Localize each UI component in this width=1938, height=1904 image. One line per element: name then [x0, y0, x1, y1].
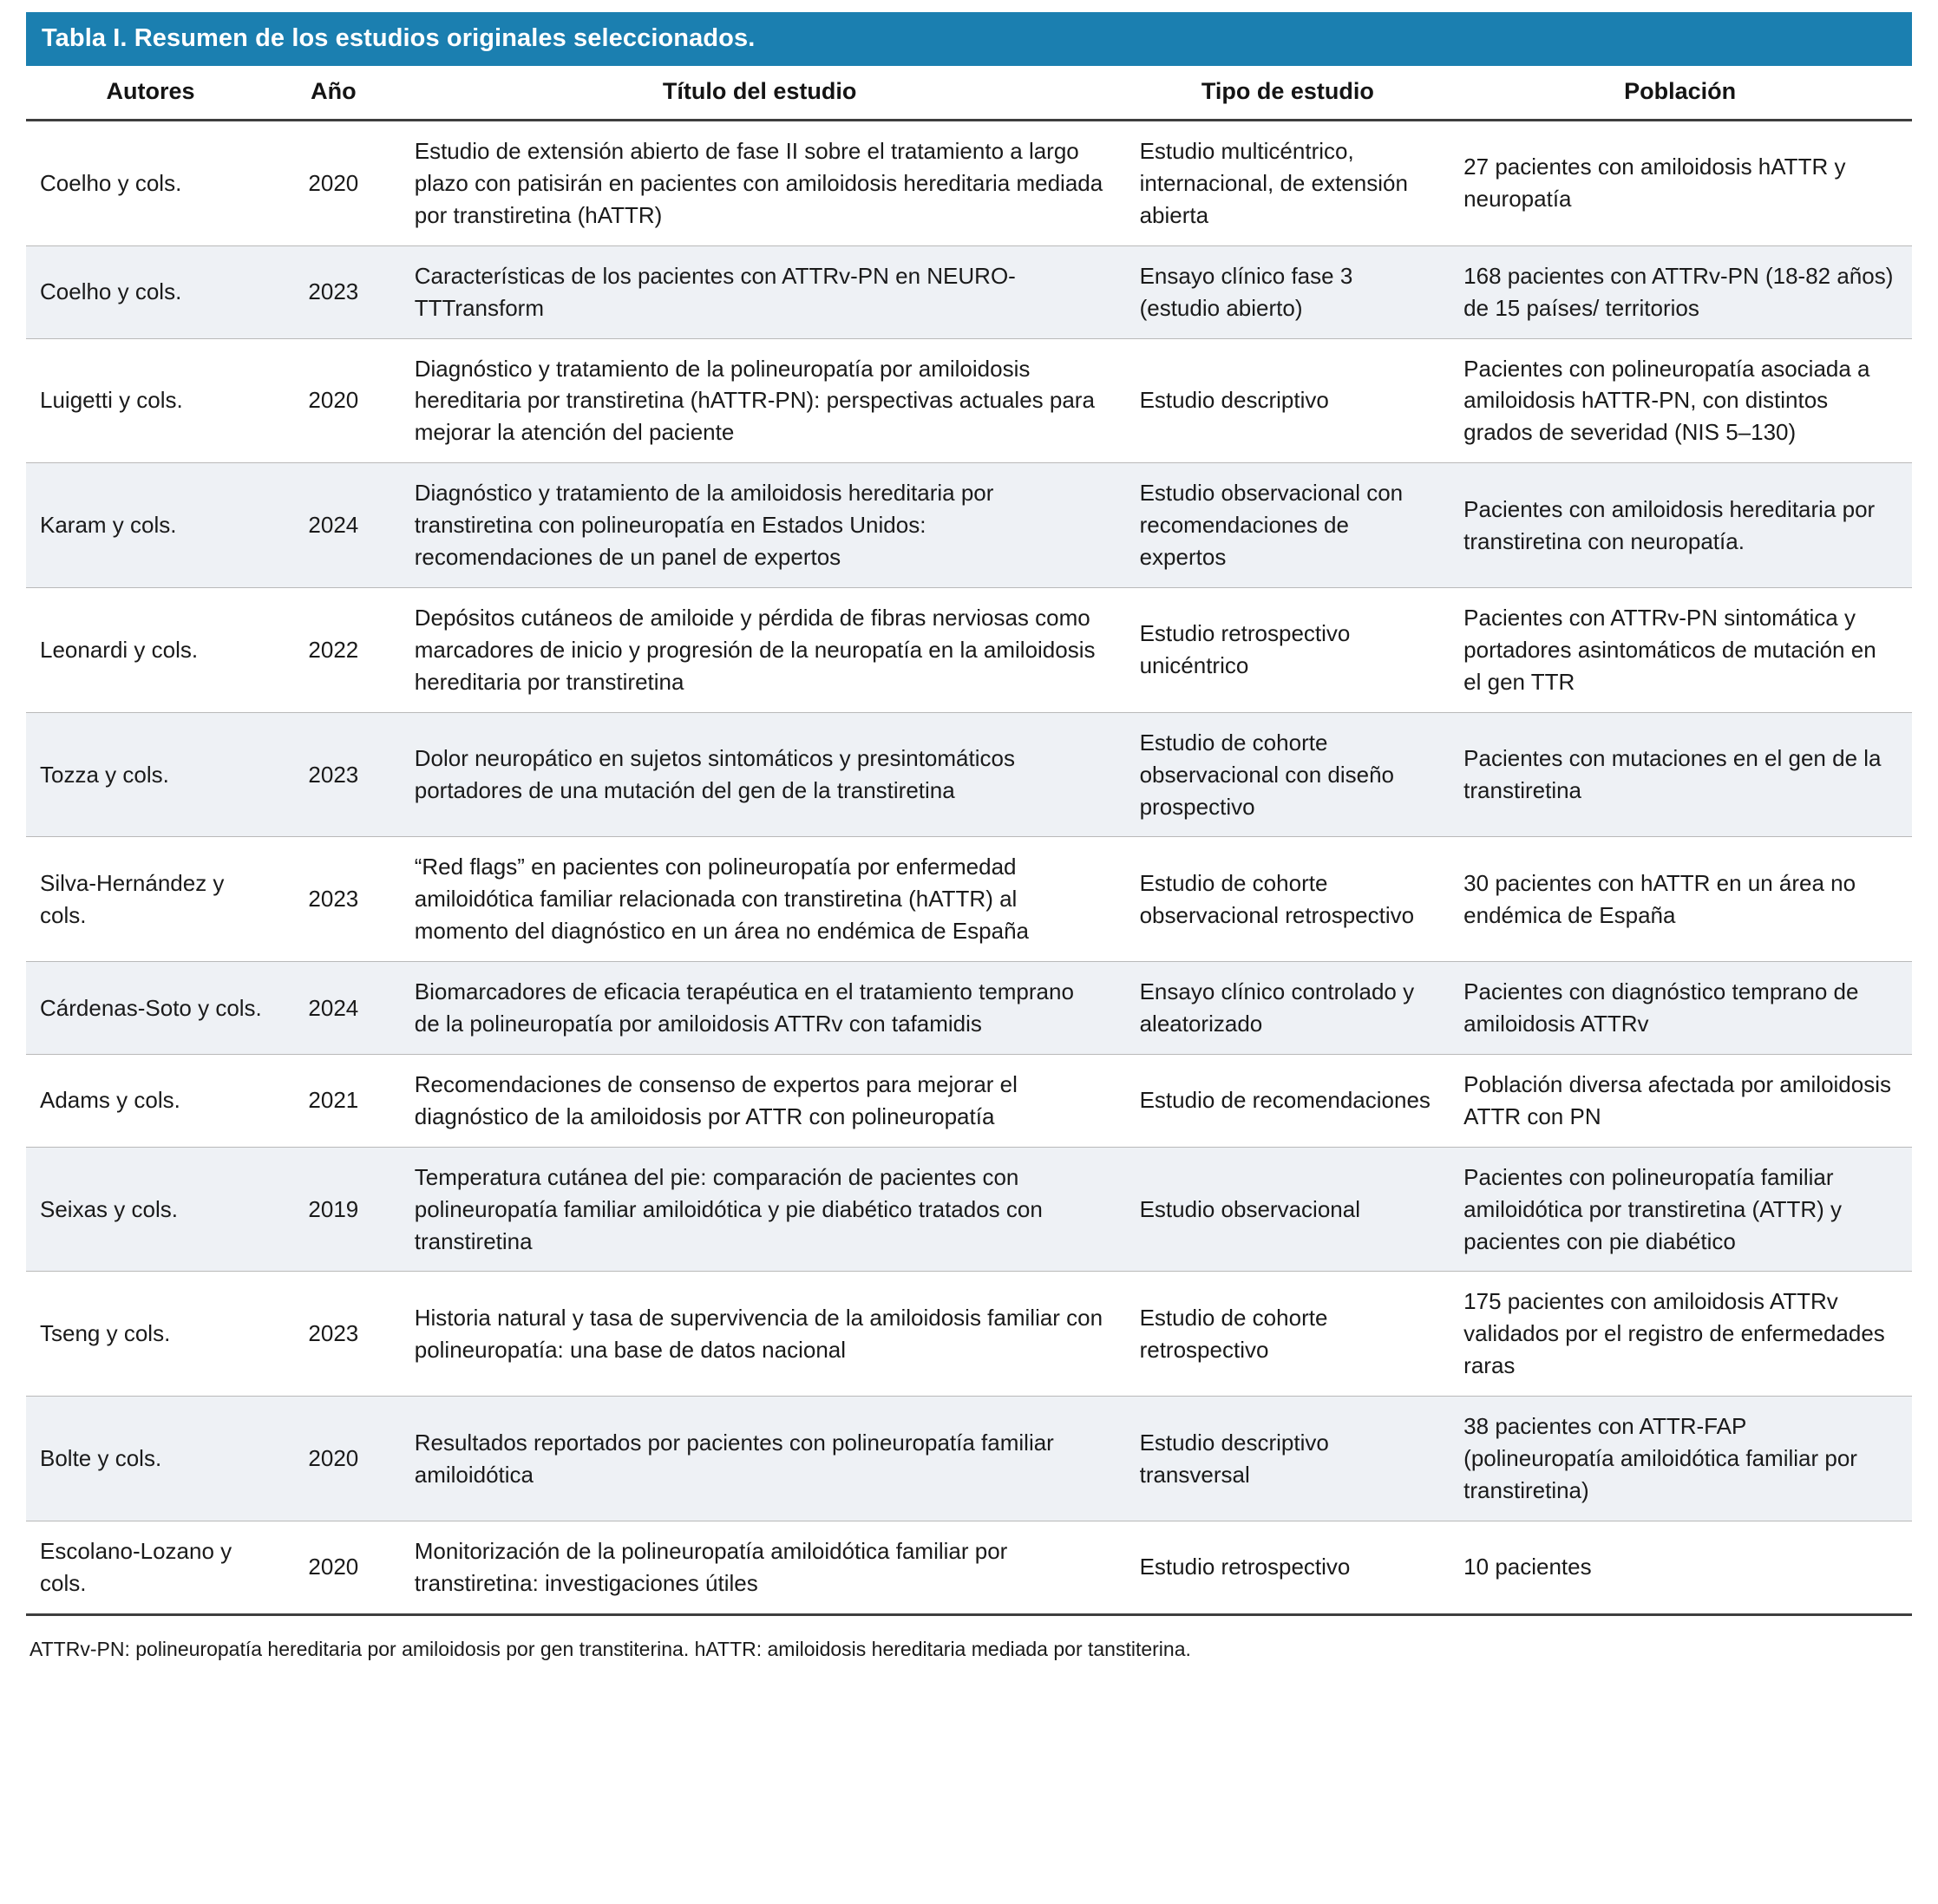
table-row — [26, 962, 1912, 1055]
cell-autores: Adams y cols. — [26, 1054, 275, 1147]
cell-autores: Coelho y cols. — [26, 245, 275, 338]
cell-poblacion: Pacientes con mutaciones en el gen de la transtiretina — [1448, 712, 1912, 837]
cell-tipo: Estudio descriptivo — [1128, 338, 1449, 463]
table-footnote: ATTRv-PN: polineuropatía hereditaria por amiloidosis por gen transtiterina. hATTR: amiloidosis hereditaria mediada por tanstiterina. — [29, 1637, 1191, 1660]
table-row — [26, 463, 1912, 588]
cell-titulo: Diagnóstico y tratamiento de la polineuropatía por amiloidosis hereditaria por transtiretina (hATTR-PN): perspectivas actuales para mejorar la atención del paciente — [392, 338, 1128, 463]
cell-anio: 2024 — [275, 463, 392, 588]
cell-autores: Seixas y cols. — [26, 1147, 275, 1272]
cell-anio: 2020 — [275, 1521, 392, 1614]
cell-titulo: Resultados reportados por pacientes con polineuropatía familiar amiloidótica — [392, 1397, 1128, 1521]
cell-anio: 2023 — [275, 245, 392, 338]
column-header-autores: Autores — [26, 66, 275, 121]
table-row — [26, 1054, 1912, 1147]
studies-table — [26, 66, 1912, 1616]
cell-tipo: Estudio multicéntrico, internacional, de extensión abierta — [1128, 121, 1449, 246]
cell-anio: 2020 — [275, 1397, 392, 1521]
cell-tipo: Estudio de cohorte retrospectivo — [1128, 1272, 1449, 1397]
table-caption: Tabla I. Resumen de los estudios originales seleccionados. — [26, 12, 1912, 66]
table-row — [26, 1397, 1912, 1521]
cell-poblacion: 30 pacientes con hATTR en un área no endémica de España — [1448, 837, 1912, 962]
cell-poblacion: Pacientes con ATTRv-PN sintomática y portadores asintomáticos de mutación en el gen TTR — [1448, 587, 1912, 712]
cell-autores: Tseng y cols. — [26, 1272, 275, 1397]
table-row — [26, 1521, 1912, 1614]
cell-titulo: Recomendaciones de consenso de expertos para mejorar el diagnóstico de la amiloidosis por ATTR con polineuropatía — [392, 1054, 1128, 1147]
cell-tipo: Estudio descriptivo transversal — [1128, 1397, 1449, 1521]
cell-poblacion: 27 pacientes con amiloidosis hATTR y neuropatía — [1448, 121, 1912, 246]
cell-titulo: Biomarcadores de eficacia terapéutica en el tratamiento temprano de la polineuropatía por amiloidosis ATTRv con tafamidis — [392, 962, 1128, 1055]
cell-anio: 2020 — [275, 338, 392, 463]
table-row — [26, 245, 1912, 338]
cell-tipo: Estudio observacional con recomendaciones de expertos — [1128, 463, 1449, 588]
cell-tipo: Estudio de cohorte observacional retrospectivo — [1128, 837, 1449, 962]
table-row — [26, 587, 1912, 712]
table-body — [26, 121, 1912, 1615]
cell-autores: Cárdenas-Soto y cols. — [26, 962, 275, 1055]
cell-poblacion: Población diversa afectada por amiloidosis ATTR con PN — [1448, 1054, 1912, 1147]
column-header-anio: Año — [275, 66, 392, 121]
table-row — [26, 338, 1912, 463]
cell-anio: 2019 — [275, 1147, 392, 1272]
column-header-tipo: Tipo de estudio — [1128, 66, 1449, 121]
cell-anio: 2023 — [275, 712, 392, 837]
cell-titulo: “Red flags” en pacientes con polineuropatía por enfermedad amiloidótica familiar relacionada con transtiretina (hATTR) al momento del diagnóstico en un área no endémica de España — [392, 837, 1128, 962]
column-header-poblacion: Población — [1448, 66, 1912, 121]
cell-poblacion: Pacientes con diagnóstico temprano de amiloidosis ATTRv — [1448, 962, 1912, 1055]
cell-anio: 2023 — [275, 837, 392, 962]
cell-autores: Bolte y cols. — [26, 1397, 275, 1521]
table-row — [26, 837, 1912, 962]
cell-tipo: Ensayo clínico fase 3 (estudio abierto) — [1128, 245, 1449, 338]
table-row — [26, 712, 1912, 837]
table-row — [26, 1147, 1912, 1272]
cell-tipo: Estudio retrospectivo unicéntrico — [1128, 587, 1449, 712]
cell-poblacion: Pacientes con polineuropatía asociada a amiloidosis hATTR-PN, con distintos grados de severidad (NIS 5–130) — [1448, 338, 1912, 463]
cell-anio: 2024 — [275, 962, 392, 1055]
table-row — [26, 1272, 1912, 1397]
cell-titulo: Características de los pacientes con ATTRv-PN en NEURO-TTTransform — [392, 245, 1128, 338]
cell-titulo: Depósitos cutáneos de amiloide y pérdida de fibras nerviosas como marcadores de inicio y progresión de la neuropatía en la amiloidosis hereditaria por transtiretina — [392, 587, 1128, 712]
cell-titulo: Historia natural y tasa de supervivencia de la amiloidosis familiar con polineuropatía: una base de datos nacional — [392, 1272, 1128, 1397]
cell-autores: Luigetti y cols. — [26, 338, 275, 463]
cell-poblacion: 10 pacientes — [1448, 1521, 1912, 1614]
table-row — [26, 121, 1912, 246]
cell-poblacion: 38 pacientes con ATTR-FAP (polineuropatía amiloidótica familiar por transtiretina) — [1448, 1397, 1912, 1521]
table-header — [26, 66, 1912, 121]
cell-autores: Leonardi y cols. — [26, 587, 275, 712]
cell-autores: Karam y cols. — [26, 463, 275, 588]
cell-tipo: Estudio de cohorte observacional con diseño prospectivo — [1128, 712, 1449, 837]
cell-anio: 2020 — [275, 121, 392, 246]
cell-tipo: Estudio observacional — [1128, 1147, 1449, 1272]
cell-autores: Silva-Hernández y cols. — [26, 837, 275, 962]
header-row — [26, 66, 1912, 121]
cell-tipo: Ensayo clínico controlado y aleatorizado — [1128, 962, 1449, 1055]
cell-titulo: Temperatura cutánea del pie: comparación de pacientes con polineuropatía familiar amiloidótica y pie diabético tratados con transtiretina — [392, 1147, 1128, 1272]
cell-poblacion: Pacientes con amiloidosis hereditaria por transtiretina con neuropatía. — [1448, 463, 1912, 588]
column-header-titulo: Título del estudio — [392, 66, 1128, 121]
cell-tipo: Estudio retrospectivo — [1128, 1521, 1449, 1614]
cell-poblacion: 168 pacientes con ATTRv-PN (18-82 años) de 15 países/ territorios — [1448, 245, 1912, 338]
cell-autores: Coelho y cols. — [26, 121, 275, 246]
cell-autores: Tozza y cols. — [26, 712, 275, 837]
cell-tipo: Estudio de recomendaciones — [1128, 1054, 1449, 1147]
cell-poblacion: Pacientes con polineuropatía familiar amiloidótica por transtiretina (ATTR) y pacientes con pie diabético — [1448, 1147, 1912, 1272]
cell-titulo: Diagnóstico y tratamiento de la amiloidosis hereditaria por transtiretina con polineuropatía en Estados Unidos: recomendaciones de un panel de expertos — [392, 463, 1128, 588]
cell-titulo: Dolor neuropático en sujetos sintomáticos y presintomáticos portadores de una mutación del gen de la transtiretina — [392, 712, 1128, 837]
cell-autores: Escolano-Lozano y cols. — [26, 1521, 275, 1614]
cell-titulo: Estudio de extensión abierto de fase II sobre el tratamiento a largo plazo con patisirán en pacientes con amiloidosis hereditaria mediada por transtiretina (hATTR) — [392, 121, 1128, 246]
cell-anio: 2022 — [275, 587, 392, 712]
cell-poblacion: 175 pacientes con amiloidosis ATTRv validados por el registro de enfermedades raras — [1448, 1272, 1912, 1397]
cell-anio: 2021 — [275, 1054, 392, 1147]
cell-anio: 2023 — [275, 1272, 392, 1397]
cell-titulo: Monitorización de la polineuropatía amiloidótica familiar por transtiretina: investigaciones útiles — [392, 1521, 1128, 1614]
